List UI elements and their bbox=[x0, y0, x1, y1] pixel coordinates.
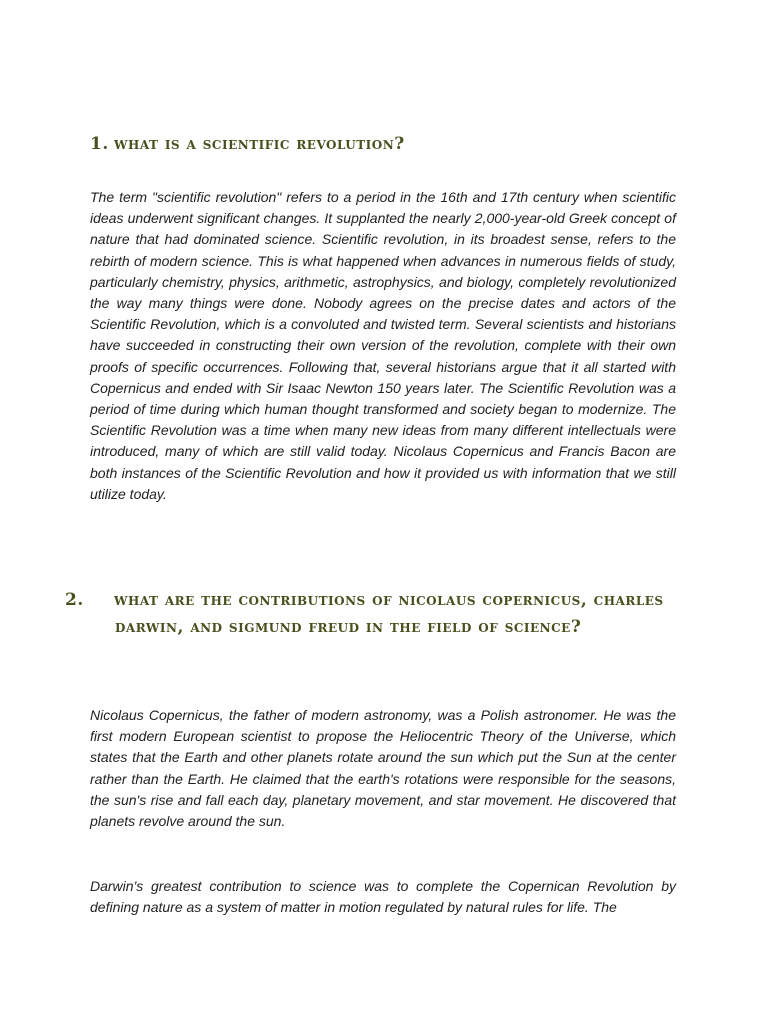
copernicus-paragraph: Nicolaus Copernicus, the father of modern astronomy, was a Polish astronomer. He was the first modern European scientist to propose the Heliocentric Theory of the Universe, which states that the Earth and other planets rotate around the sun which put the Sun at the center rather than the Earth. He claimed that the earth's rotations were responsible for the seasons, the sun's rise and fall each day, planetary movement, and star movement. He discovered that planets revolve around the sun. bbox=[90, 707, 676, 830]
section-2-title: what are the contributions of nicolaus copernicus, charles darwin, and sigmund freud in the field of science? bbox=[114, 590, 664, 637]
section-1-heading bbox=[90, 131, 690, 158]
darwin-paragraph: Darwin's greatest contribution to science was to complete the Copernican Revolution by defining nature as a system of matter in motion regulated by natural rules for life. The bbox=[90, 878, 676, 916]
section-1-title: what is a scientific revolution? bbox=[114, 134, 405, 154]
section-1-number: 1. bbox=[90, 134, 109, 154]
section-2-heading bbox=[65, 587, 675, 640]
section-2-number: 2. bbox=[65, 590, 84, 610]
section-1-paragraph: The term "scientific revolution" refers to a period in the 16th and 17th century when scientific ideas underwent significant changes. It supplanted the nearly 2,000-year-old Greek concept of nature that had dominated science. Scientific revolution, in its broadest sense, refers to the rebirth of modern science. This is what happened when advances in numerous fields of study, particularly chemistry, physics, arithmetic, astrophysics, and biology, completely revolutionized the way many things were done. Nobody agrees on the precise dates and actors of the Scientific Revolution, which is a convoluted and twisted term. Several scientists and historians have succeeded in constructing their own version of the revolution, complete with their own proofs of specific occurrences. Following that, several historians argue that it all started with Copernicus and ended with Sir Isaac Newton 150 years later. The Scientific Revolution was a period of time during which human thought transformed and society began to modernize. The Scientific Revolution was a time when many new ideas from many different intellectuals were introduced, many of which are still valid today. Nicolaus Copernicus and Francis Bacon are both instances of the Scientific Revolution and how it provided us with information that we still utilize today. bbox=[90, 189, 676, 502]
